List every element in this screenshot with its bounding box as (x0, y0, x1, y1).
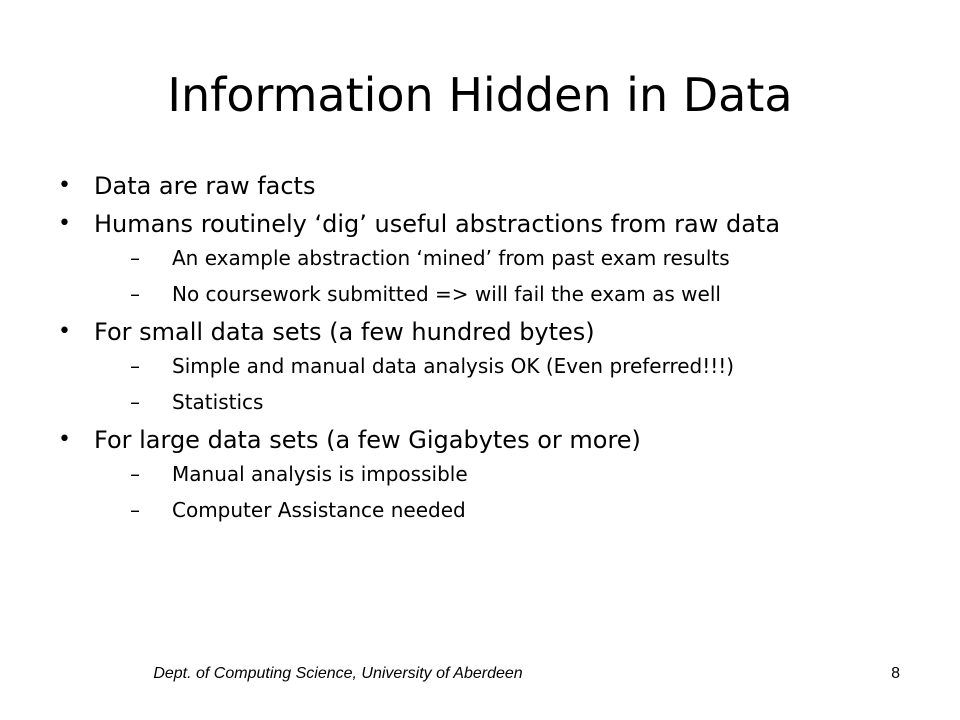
sub-bullet-item (130, 462, 918, 486)
sub-bullet-list (94, 462, 918, 522)
sub-bullet-item (130, 498, 918, 522)
bullet-text: Humans routinely ‘dig’ useful abstractions from raw data (94, 210, 781, 238)
bullet-marker: • (58, 211, 71, 236)
bullet-text: For large data sets (a few Gigabytes or more) (94, 426, 641, 454)
sub-bullet-text: No coursework submitted => will fail the exam as well (172, 282, 721, 306)
bullet-item (58, 318, 918, 414)
sub-bullet-text: Computer Assistance needed (172, 498, 466, 522)
sub-bullet-item (130, 246, 918, 270)
bullet-list (58, 172, 918, 534)
page-number: 8 (891, 665, 900, 682)
dash-marker: – (130, 354, 140, 378)
bullet-marker: • (58, 427, 71, 452)
bullet-text: Data are raw facts (94, 172, 316, 200)
dash-marker: – (130, 462, 140, 486)
slide-title: Information Hidden in Data (167, 68, 793, 122)
sub-bullet-list (94, 354, 918, 414)
bullet-text: For small data sets (a few hundred bytes) (94, 318, 595, 346)
bullet-item (58, 210, 918, 306)
dash-marker: – (130, 498, 140, 522)
footer-text: Dept. of Computing Science, University of Aberdeen (153, 665, 523, 682)
sub-bullet-item (130, 282, 918, 306)
dash-marker: – (130, 246, 140, 270)
sub-bullet-text: Statistics (172, 390, 264, 414)
sub-bullet-list (94, 246, 918, 306)
bullet-marker: • (58, 173, 71, 198)
dash-marker: – (130, 282, 140, 306)
dash-marker: – (130, 390, 140, 414)
bullet-marker: • (58, 319, 71, 344)
sub-bullet-text: Manual analysis is impossible (172, 462, 468, 486)
sub-bullet-item (130, 354, 918, 378)
sub-bullet-text: An example abstraction ‘mined’ from past exam results (172, 246, 730, 270)
sub-bullet-text: Simple and manual data analysis OK (Even preferred!!!) (172, 354, 735, 378)
sub-bullet-item (130, 390, 918, 414)
bullet-item (58, 426, 918, 522)
bullet-item (58, 172, 918, 200)
